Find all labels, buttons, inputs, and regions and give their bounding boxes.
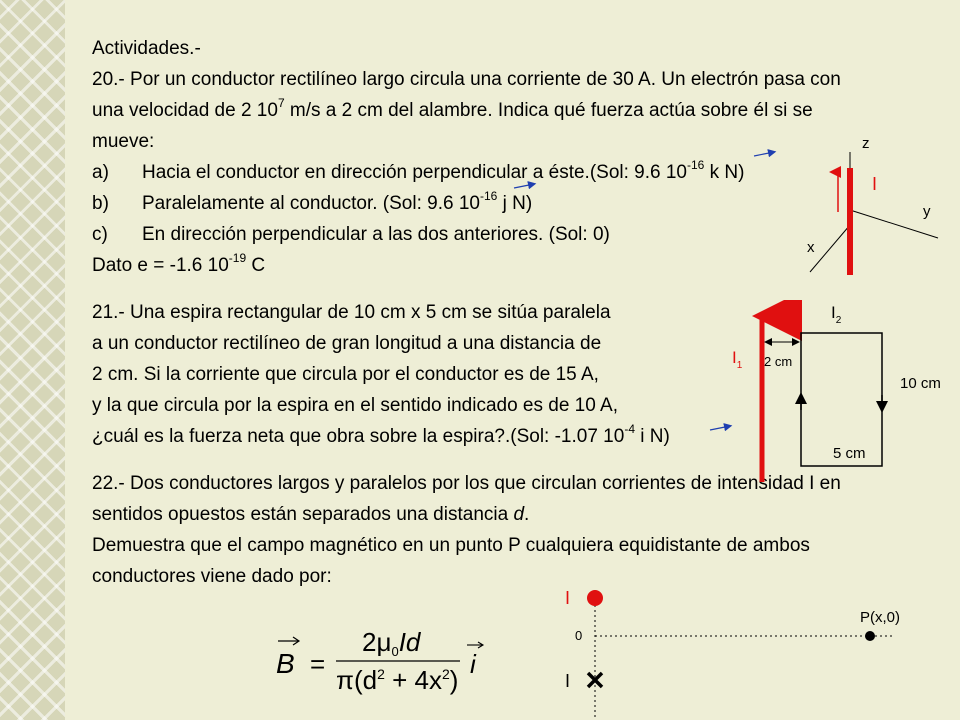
option-c: c) En dirección perpendicular a las dos anteriores. (Sol: 0) — [92, 224, 610, 245]
height-label: 10 cm — [900, 375, 941, 392]
heading: Actividades.- — [92, 38, 201, 59]
p22-line4: conductores viene dado por: — [92, 566, 332, 587]
p20-line2: una velocidad de 2 $10^7$ m/s a 2 cm del alambre. Indica qué fuerza actúa sobre él si se — [92, 95, 813, 121]
option-a: a) Hacia el conductor en dirección perpendicular a éste.(Sol: 9.6 $10^{-16}$ k N) — [92, 157, 745, 183]
current-out-conductor — [587, 590, 603, 606]
p22-line3: Demuestra que el campo magnético en un punto P cualquiera equidistante de ambos — [92, 535, 810, 556]
i2-label: $I_2$ — [831, 303, 842, 326]
p20-dato: Dato e = -1.6 $10^{-19}$ C — [92, 250, 266, 276]
j-vector-arrow — [512, 180, 542, 194]
point-label: P(x,0) — [860, 609, 901, 626]
svg-text:=: = — [310, 649, 326, 679]
p20-line3: mueve: — [92, 131, 155, 152]
formula-lhs: B — [276, 648, 295, 679]
k-vector-arrow — [752, 148, 782, 162]
p20-line1: 20.- Por un conductor rectilíneo largo circula una corriente de 30 A. Un electrón pasa con — [92, 69, 841, 90]
magnetic-field-formula — [270, 615, 500, 695]
decorative-side-strip — [0, 0, 65, 720]
two-conductors-diagram — [555, 580, 935, 720]
y-label: y — [923, 203, 931, 220]
p21-line1: 21.- Una espira rectangular de 10 cm x 5 cm se sitúa paralela — [92, 302, 611, 323]
bottom-current-label: I — [565, 671, 571, 691]
x-label: x — [807, 239, 815, 256]
p21-line4: y la que circula por la espira en el sentido indicado es de 10 A, — [92, 395, 618, 416]
p22-line2: sentidos opuestos están separados una distancia d. — [92, 504, 530, 525]
p22-line1: 22.- Dos conductores largos y paralelos por los que circulan corrientes de intensidad I en — [92, 473, 841, 494]
p21-line3: 2 cm. Si la corriente que circula por el conductor es de 15 A, — [92, 364, 599, 385]
p21-line2: a un conductor rectilíneo de gran longitud a una distancia de — [92, 333, 602, 354]
p21-line5: ¿cuál es la fuerza neta que obra sobre la espira?.(Sol: -1.07 $10^{-4}$ i N) — [92, 421, 670, 447]
origin-label: 0 — [575, 628, 583, 643]
top-current-label: I — [565, 588, 571, 608]
axes-diagram — [780, 130, 960, 290]
formula-numerator: 2μ0Id — [362, 627, 421, 659]
formula-unit-vector: i — [470, 649, 476, 679]
gap-label: 2 cm — [764, 354, 793, 369]
z-label: z — [862, 135, 870, 152]
loop-diagram — [700, 300, 960, 485]
point-p — [865, 631, 875, 641]
x-axis — [810, 225, 850, 272]
i1-label: $I_1$ — [732, 348, 743, 371]
current-label: I — [872, 174, 878, 194]
formula-denominator: $\pi(d^2 + 4x^2)$ — [336, 665, 459, 695]
option-b: b) Paralelamente al conductor. (Sol: 9.6 $10^{-16}$ j N) — [92, 188, 533, 214]
width-label: 5 cm — [833, 445, 866, 462]
